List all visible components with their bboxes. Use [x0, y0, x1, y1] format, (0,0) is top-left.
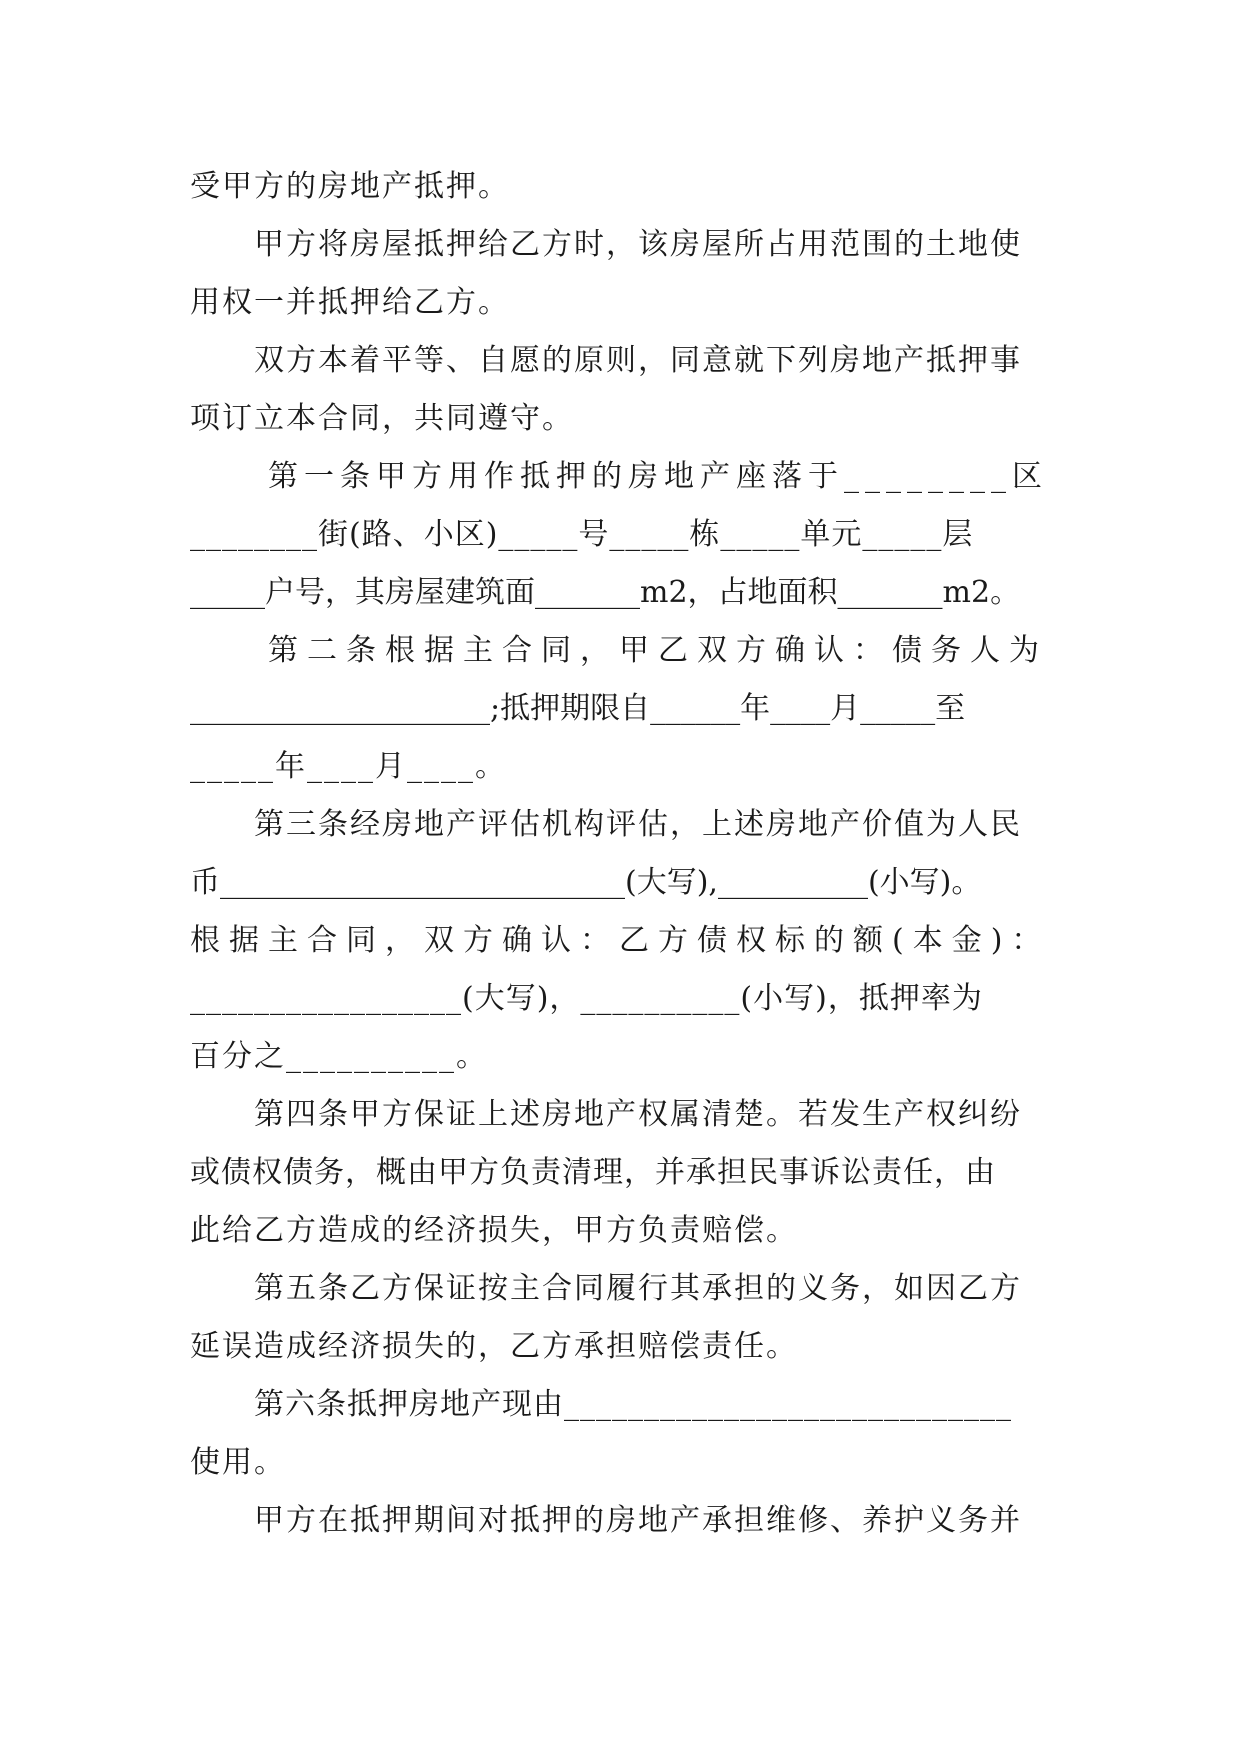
article-3-line: 根据主合同，双方确认：乙方债权标的额(本金)：	[190, 923, 1051, 958]
article-3-line: 百分之__________。	[190, 1039, 488, 1074]
article-4-line: 此给乙方造成的经济损失，甲方负责赔偿。	[190, 1213, 798, 1248]
text-line: 受甲方的房地产抵押。	[190, 169, 510, 204]
article-5-line: 延误造成经济损失的，乙方承担赔偿责任。	[190, 1329, 798, 1364]
article-2-line: 第二条根据主合同，甲乙双方确认：债务人为	[268, 633, 1048, 668]
article-4-line: 第四条甲方保证上述房地产权属清楚。若发生产权纠纷	[254, 1097, 1022, 1132]
article-3-line: 币___________________________(大写),__________(小写)。	[190, 865, 982, 900]
text-line: 项订立本合同，共同遵守。	[190, 401, 574, 436]
article-1-line: 第一条甲方用作抵押的房地产座落于________区	[268, 459, 1048, 494]
article-2-line: _____年____月____。	[190, 749, 507, 784]
article-3-line: 第三条经房地产评估机构评估，上述房地产价值为人民	[254, 807, 1022, 842]
article-6-line: 第六条抵押房地产现由____________________________	[254, 1387, 1012, 1422]
article-3-line: _________________(大写)，__________(小写)，抵押率为	[190, 981, 983, 1016]
text-line: 甲方在抵押期间对抵押的房地产承担维修、养护义务并	[254, 1503, 1022, 1538]
document-body	[190, 158, 1056, 1550]
article-4-line: 或债权债务，概由甲方负责清理，并承担民事诉讼责任，由	[190, 1155, 996, 1190]
text-line: 甲方将房屋抵押给乙方时，该房屋所占用范围的土地使	[254, 227, 1022, 262]
article-1-line: ________街(路、小区)_____号_____栋_____单元_____层	[190, 517, 974, 552]
article-5-line: 第五条乙方保证按主合同履行其承担的义务，如因乙方	[254, 1271, 1022, 1306]
article-6-line: 使用。	[190, 1445, 286, 1480]
article-2-line: ____________________;抵押期限自______年____月_____至	[190, 691, 966, 726]
text-line: 双方本着平等、自愿的原则，同意就下列房地产抵押事	[254, 343, 1022, 378]
article-1-line: _____户号，其房屋建筑面_______m2，占地面积_______m2。	[190, 575, 1021, 610]
text-line: 用权一并抵押给乙方。	[190, 285, 510, 320]
